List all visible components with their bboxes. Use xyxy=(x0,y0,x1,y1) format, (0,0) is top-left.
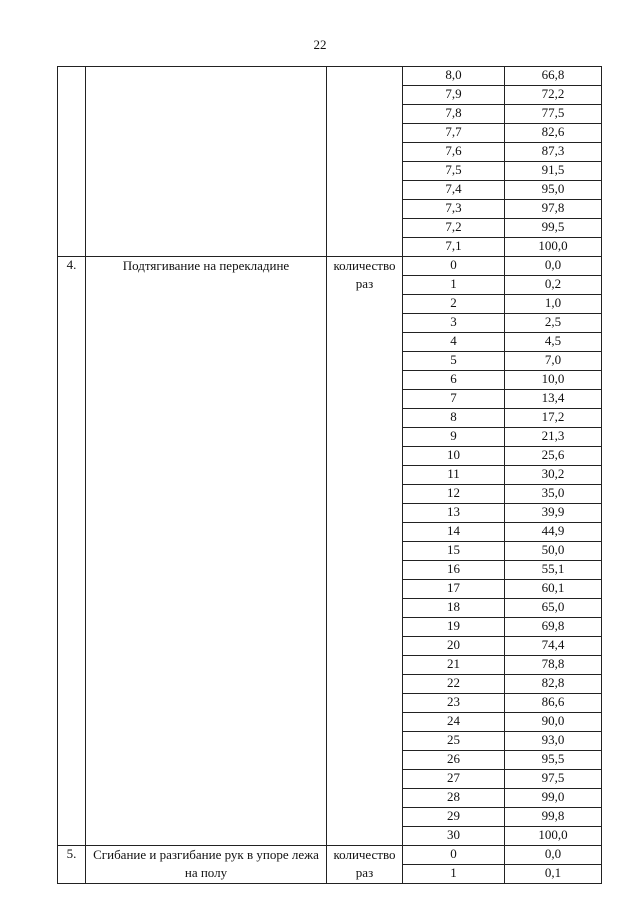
result-cell: 7 xyxy=(403,390,505,409)
section-number-cell xyxy=(58,67,86,257)
points-cell: 65,0 xyxy=(505,599,602,618)
table-row xyxy=(58,257,602,276)
result-cell: 6 xyxy=(403,371,505,390)
result-cell: 7,9 xyxy=(403,86,505,105)
section-number: 4. xyxy=(58,257,86,846)
points-cell: 1,0 xyxy=(505,295,602,314)
points-cell: 90,0 xyxy=(505,713,602,732)
points-cell: 74,4 xyxy=(505,637,602,656)
result-cell: 7,8 xyxy=(403,105,505,124)
points-cell: 82,6 xyxy=(505,124,602,143)
points-cell: 44,9 xyxy=(505,523,602,542)
points-cell: 0,0 xyxy=(505,257,602,276)
points-cell: 100,0 xyxy=(505,238,602,257)
result-cell: 22 xyxy=(403,675,505,694)
result-cell: 7,4 xyxy=(403,181,505,200)
points-cell: 93,0 xyxy=(505,732,602,751)
exercise-name-cell xyxy=(86,67,327,257)
result-cell: 30 xyxy=(403,827,505,846)
points-cell: 95,5 xyxy=(505,751,602,770)
result-cell: 27 xyxy=(403,770,505,789)
result-cell: 7,7 xyxy=(403,124,505,143)
result-cell: 29 xyxy=(403,808,505,827)
result-cell: 1 xyxy=(403,276,505,295)
result-cell: 17 xyxy=(403,580,505,599)
result-cell: 20 xyxy=(403,637,505,656)
points-cell: 87,3 xyxy=(505,143,602,162)
unit-cell xyxy=(327,67,403,257)
result-cell: 12 xyxy=(403,485,505,504)
result-cell: 2 xyxy=(403,295,505,314)
result-cell: 19 xyxy=(403,618,505,637)
points-cell: 60,1 xyxy=(505,580,602,599)
page-number: 22 xyxy=(313,37,327,52)
points-cell: 95,0 xyxy=(505,181,602,200)
points-cell: 25,6 xyxy=(505,447,602,466)
unit-label: количество раз xyxy=(327,846,403,884)
result-cell: 23 xyxy=(403,694,505,713)
points-cell: 30,2 xyxy=(505,466,602,485)
points-cell: 99,8 xyxy=(505,808,602,827)
result-cell: 7,3 xyxy=(403,200,505,219)
result-cell: 0 xyxy=(403,257,505,276)
points-cell: 77,5 xyxy=(505,105,602,124)
points-cell: 17,2 xyxy=(505,409,602,428)
points-cell: 91,5 xyxy=(505,162,602,181)
points-cell: 78,8 xyxy=(505,656,602,675)
section-number: 5. xyxy=(58,846,86,884)
result-cell: 18 xyxy=(403,599,505,618)
points-cell: 0,2 xyxy=(505,276,602,295)
points-cell: 66,8 xyxy=(505,67,602,86)
result-cell: 15 xyxy=(403,542,505,561)
result-cell: 21 xyxy=(403,656,505,675)
result-cell: 7,1 xyxy=(403,238,505,257)
points-cell: 7,0 xyxy=(505,352,602,371)
points-cell: 13,4 xyxy=(505,390,602,409)
result-cell: 7,2 xyxy=(403,219,505,238)
points-cell: 99,5 xyxy=(505,219,602,238)
points-cell: 10,0 xyxy=(505,371,602,390)
result-cell: 8,0 xyxy=(403,67,505,86)
points-cell: 69,8 xyxy=(505,618,602,637)
result-cell: 4 xyxy=(403,333,505,352)
points-cell: 82,8 xyxy=(505,675,602,694)
result-cell: 10 xyxy=(403,447,505,466)
points-cell: 21,3 xyxy=(505,428,602,447)
points-cell: 4,5 xyxy=(505,333,602,352)
unit-label: количество раз xyxy=(327,257,403,846)
result-cell: 3 xyxy=(403,314,505,333)
result-cell: 5 xyxy=(403,352,505,371)
points-cell: 99,0 xyxy=(505,789,602,808)
result-cell: 16 xyxy=(403,561,505,580)
points-cell: 2,5 xyxy=(505,314,602,333)
points-cell: 35,0 xyxy=(505,485,602,504)
points-cell: 55,1 xyxy=(505,561,602,580)
result-cell: 14 xyxy=(403,523,505,542)
result-cell: 24 xyxy=(403,713,505,732)
result-cell: 25 xyxy=(403,732,505,751)
exercise-name: Сгибание и разгибание рук в упоре лежа на полу xyxy=(86,846,327,884)
result-cell: 7,5 xyxy=(403,162,505,181)
table-row xyxy=(58,846,602,865)
points-cell: 0,0 xyxy=(505,846,602,865)
table-row xyxy=(58,67,602,86)
points-cell: 50,0 xyxy=(505,542,602,561)
result-cell: 7,6 xyxy=(403,143,505,162)
result-cell: 28 xyxy=(403,789,505,808)
points-cell: 86,6 xyxy=(505,694,602,713)
result-cell: 11 xyxy=(403,466,505,485)
result-cell: 13 xyxy=(403,504,505,523)
points-cell: 97,8 xyxy=(505,200,602,219)
points-cell: 0,1 xyxy=(505,865,602,884)
result-cell: 1 xyxy=(403,865,505,884)
points-cell: 97,5 xyxy=(505,770,602,789)
result-cell: 0 xyxy=(403,846,505,865)
points-cell: 100,0 xyxy=(505,827,602,846)
result-cell: 8 xyxy=(403,409,505,428)
norms-table xyxy=(57,66,602,884)
result-cell: 26 xyxy=(403,751,505,770)
result-cell: 9 xyxy=(403,428,505,447)
points-cell: 39,9 xyxy=(505,504,602,523)
exercise-name: Подтягивание на перекладине xyxy=(86,257,327,846)
points-cell: 72,2 xyxy=(505,86,602,105)
